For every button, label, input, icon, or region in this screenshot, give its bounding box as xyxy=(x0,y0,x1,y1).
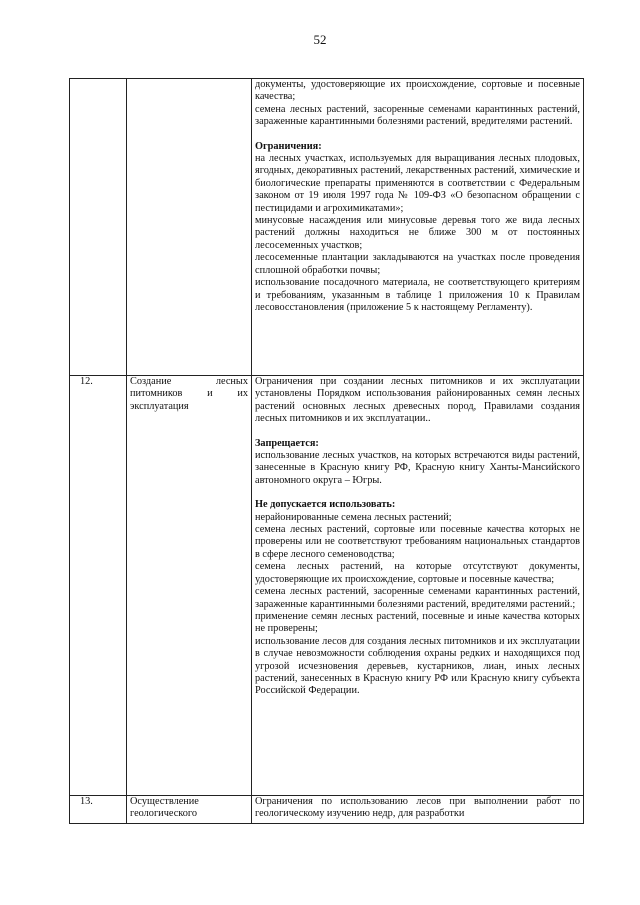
paragraph: использование лесных участков, на которых встречаются виды растений, занесенные в Красную книгу РФ, Красную книгу Ханты-Мансийского автономного округа – Югры. xyxy=(255,450,580,486)
page-number: 52 xyxy=(313,32,327,47)
paragraph: семена лесных растений, засоренные семенами карантинных растений, зараженные карантинными болезнями растений, вредителями растений.; xyxy=(255,586,580,610)
row-number-cell xyxy=(70,79,127,376)
paragraph: применение семян лесных растений, посевные и иные качества которых не проверены; xyxy=(255,610,580,635)
regulation-table xyxy=(69,78,584,824)
section-heading: Ограничения: xyxy=(255,140,322,152)
table-row xyxy=(70,796,584,824)
paragraph: минусовые насаждения или минусовые деревья того же вида лесных растений должны находиться не ближе 300 м от постоянных лесосеменных участков; xyxy=(255,215,580,251)
paragraph: использование посадочного материала, не соответствующего критериям и требованиям, указанным в таблице 1 приложения 10 к Правилам лесовосстановления (приложение 5 к настоящему Регламенту). xyxy=(255,277,580,313)
paragraph: семена лесных растений, сортовые или посевные качества которых не проверены или не соответствуют требованиям национальных стандартов в сфере лесного семеноводства; xyxy=(255,524,580,560)
section-heading: Не допускается использовать: xyxy=(255,499,396,511)
restrictions-cell xyxy=(252,79,584,376)
section-heading: Запрещается: xyxy=(255,437,319,449)
paragraph: семена лесных растений, засоренные семенами карантинных растений, зараженные карантинными болезнями растений, вредителями растений. xyxy=(255,103,580,128)
paragraph: нерайонированные семена лесных растений; xyxy=(255,511,452,523)
restrictions-cell xyxy=(252,376,584,796)
activity-name-cell xyxy=(127,79,252,376)
row-number-cell: 13. xyxy=(70,796,127,824)
restrictions-cell xyxy=(252,796,584,824)
activity-name-cell: Осуществление геологического xyxy=(127,796,252,824)
paragraph: документы, удостоверяющие их происхождение, сортовые и посевные качества; xyxy=(255,79,580,103)
paragraph: использование лесов для создания лесных питомников и их эксплуатации в случае невозможности соблюдения охраны редких и находящихся под угрозой исчезновения деревьев, кустарников, лиан, иных лесных растений, занесенных в Красную книгу РФ или Красную книгу субъекта Российской Федерации. xyxy=(255,635,580,697)
paragraph: Ограничения при создании лесных питомников и их эксплуатации установлены Порядком использования районированных семян лесных растений основных лесных древесных пород, Правилами создания лесных питомников и их эксплуатации.. xyxy=(255,376,580,425)
paragraph: на лесных участках, используемых для выращивания лесных плодовых, ягодных, декоративных растений, лекарственных растений, химические и биологические препараты применяются в соответствии с Федеральным законом от 19 июля 1997 года № 109-ФЗ «О безопасном обращении с пестицидами и агрохимикатами»; xyxy=(255,153,580,214)
paragraph: Ограничения по использованию лесов при выполнении работ по геологическому изучению недр, для разработки xyxy=(255,796,580,820)
paragraph: лесосеменные плантации закладываются на участках после проведения сплошной обработки почвы; xyxy=(255,252,580,276)
row-number-cell: 12. xyxy=(70,376,127,796)
paragraph: семена лесных растений, на которые отсутствуют документы, удостоверяющие их происхождение, сортовые и посевные качества; xyxy=(255,561,580,585)
activity-name-cell: Создание лесных питомников и их эксплуатация xyxy=(127,376,252,796)
table-row xyxy=(70,376,584,796)
table-row xyxy=(70,79,584,376)
